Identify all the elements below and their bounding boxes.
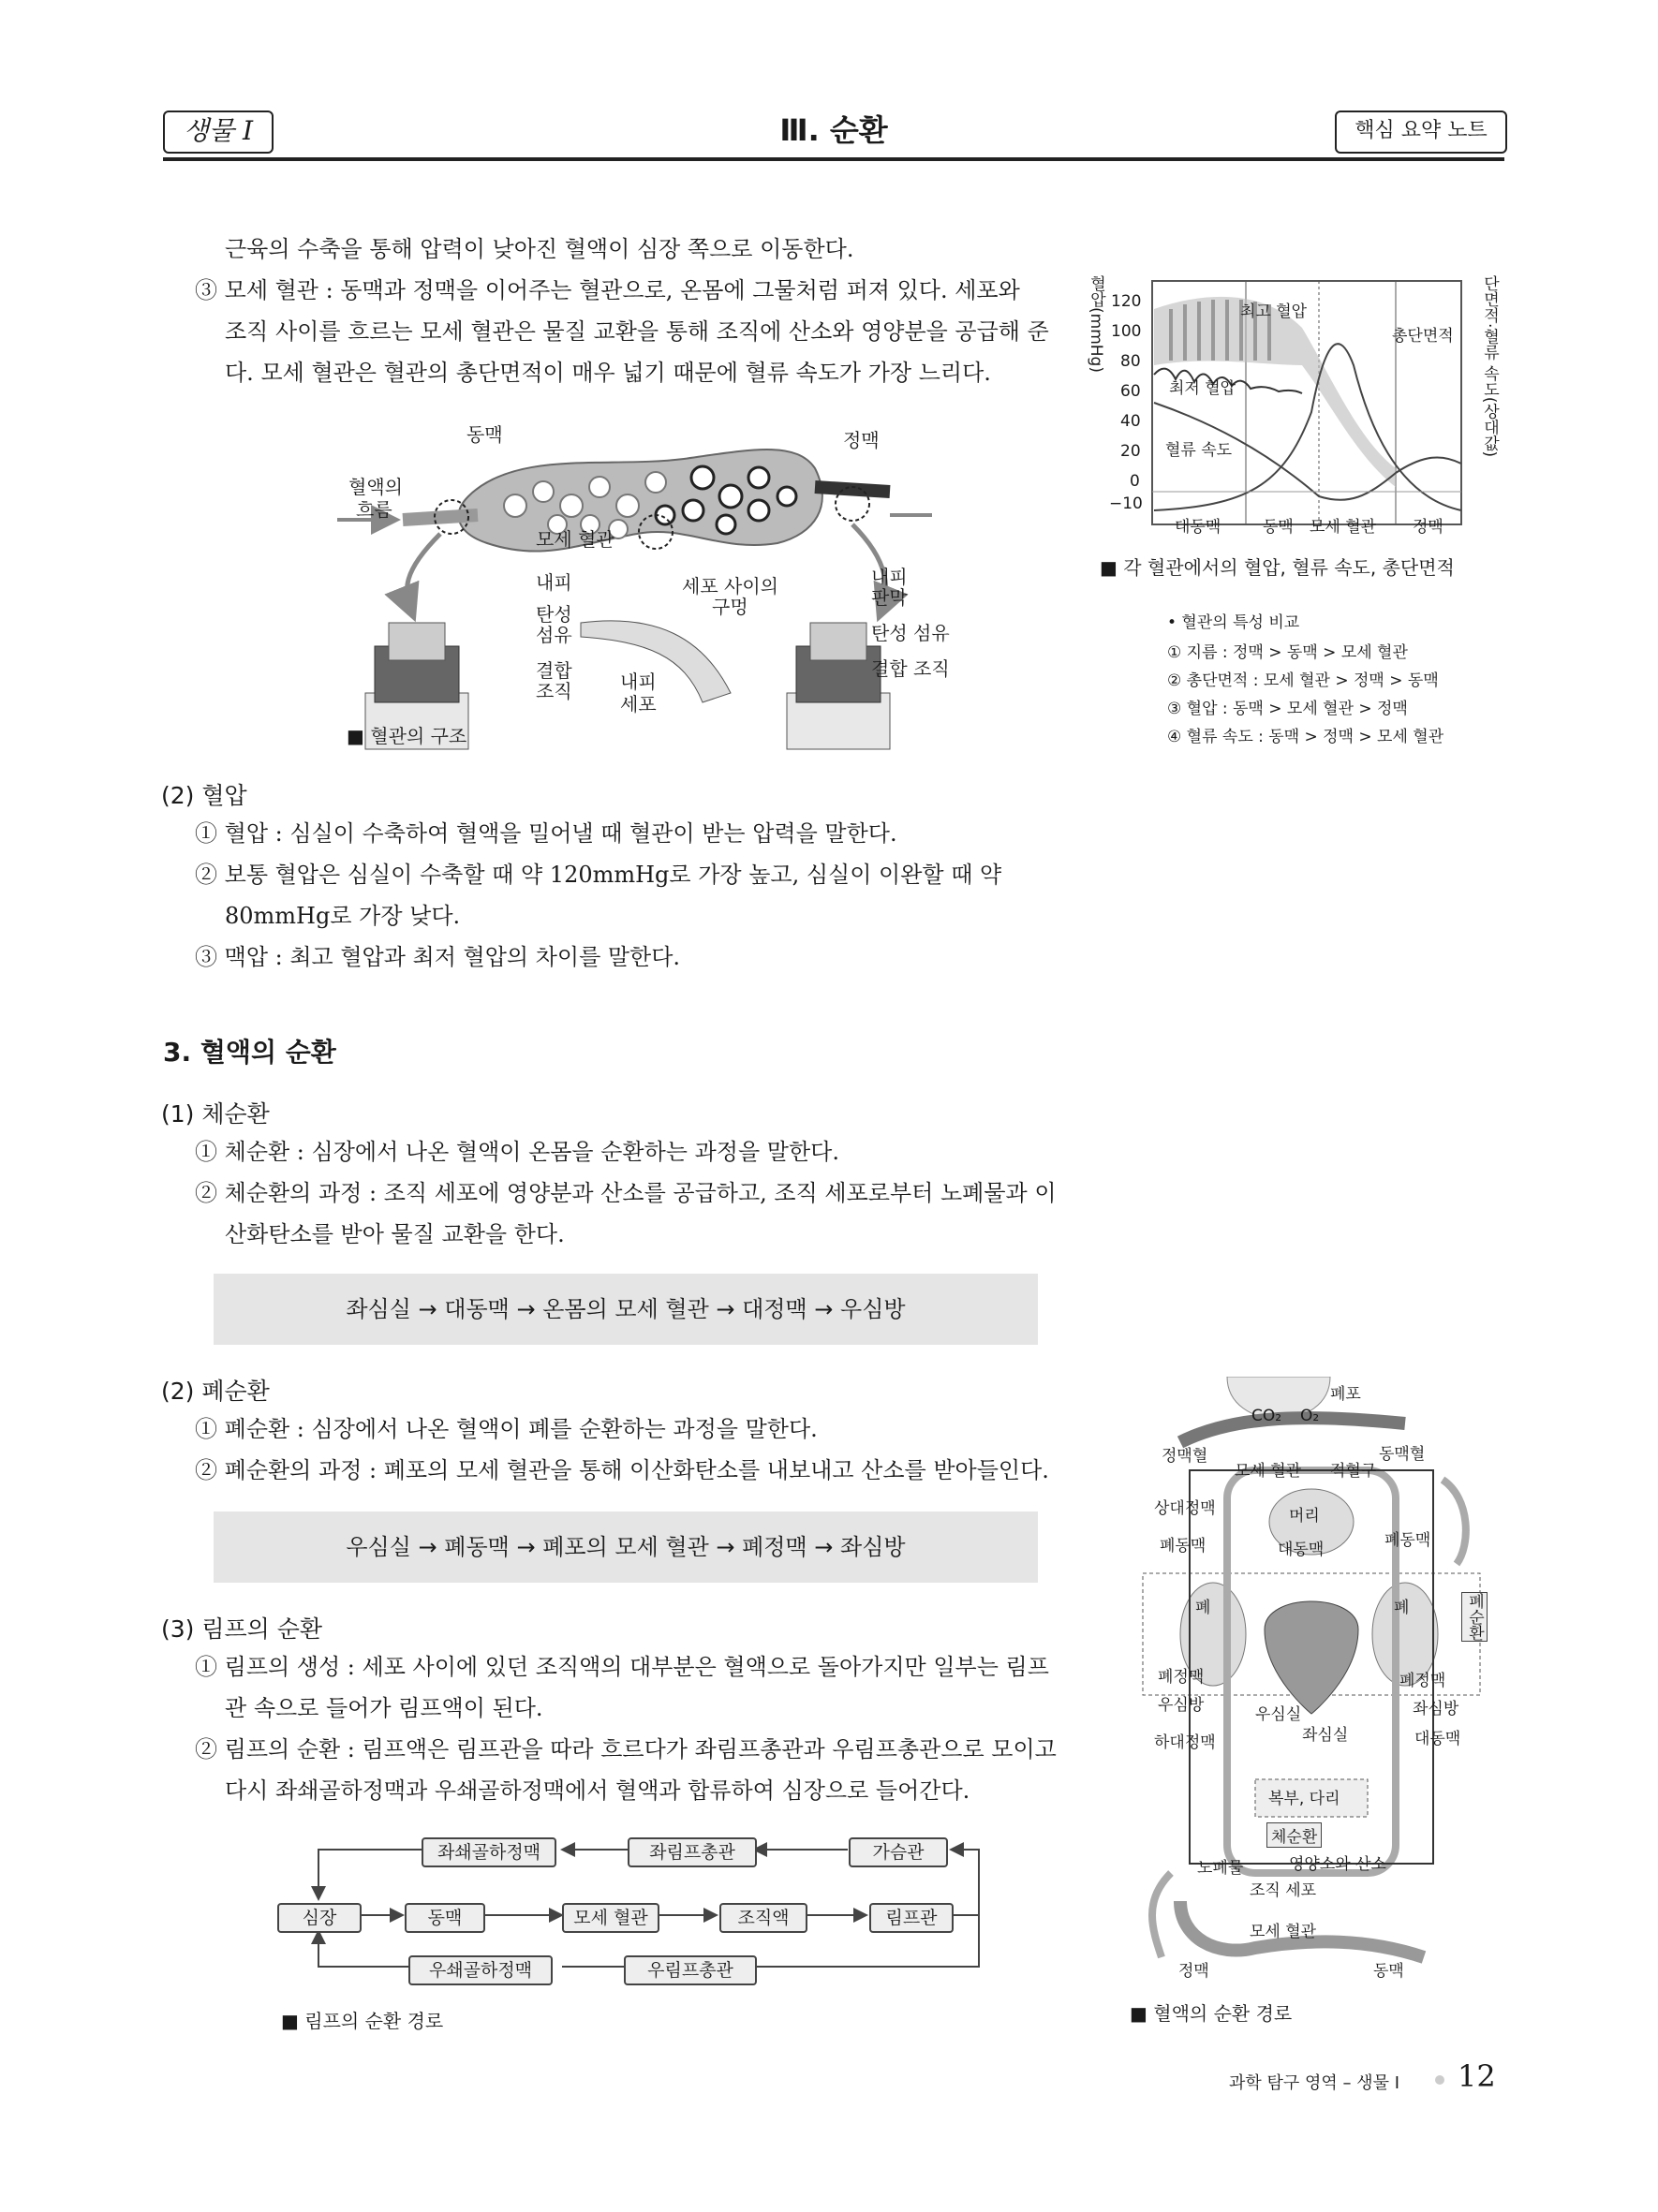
footer-label: 과학 탐구 영역 – 생물 I xyxy=(1229,2073,1400,2093)
footer-dot xyxy=(1435,2075,1444,2085)
bp-xcat: 동맥 xyxy=(1263,518,1294,537)
bp-ytick: 20 xyxy=(1120,442,1141,461)
capillary-line2: 조직 사이를 흐르는 모세 혈관은 물질 교환을 통해 조직에 산소와 영양분을 공급해 준 xyxy=(225,318,1049,345)
bp-label-max: 최고 혈압 xyxy=(1240,302,1308,321)
fig-flow-label: 혈액의 xyxy=(348,476,403,498)
fig-vein-conn: 결합 조직 xyxy=(871,657,950,680)
chapter-title: Ⅲ. 순환 xyxy=(779,112,888,148)
circulation-title: 3. 혈액의 순환 xyxy=(163,1037,336,1068)
lymph-tissue-fluid: 조직액 xyxy=(719,1903,807,1933)
compare-item: ④ 혈류 속도 : 동맥 > 정맥 > 모세 혈관 xyxy=(1167,728,1444,746)
circ-artery: 동맥 xyxy=(1373,1962,1404,1981)
fig-gap-label2: 구멍 xyxy=(712,596,748,618)
bp-xcat: 대동맥 xyxy=(1175,518,1221,537)
circ-vein: 정맥 xyxy=(1178,1962,1209,1981)
fig-vein-label: 정맥 xyxy=(843,429,880,451)
bp-label-speed: 혈류 속도 xyxy=(1165,441,1233,460)
bp-ytick: 120 xyxy=(1111,292,1142,311)
circ-systemic-label: 체순환 xyxy=(1266,1822,1322,1848)
vessel-fig-caption: ■ 혈관의 구조 xyxy=(347,725,467,747)
circ-waste: 노폐물 xyxy=(1197,1859,1244,1878)
bp-y2label: 단면적·혈류 속도(상대값) xyxy=(1480,275,1499,458)
lymph-line3: ② 림프의 순환 : 림프액은 림프관을 따라 흐르다가 좌림프총관과 우림프총관으로 모이고 xyxy=(195,1736,1057,1762)
lymph-thoracic: 가슴관 xyxy=(849,1837,948,1867)
lymph-vessel: 림프관 xyxy=(869,1903,954,1933)
systemic-line2: ② 체순환의 과정 : 조직 세포에 영양분과 산소를 공급하고, 조직 세포로부터 노폐물과 이 xyxy=(195,1180,1057,1206)
fig-vein-valve: 판막 xyxy=(871,586,908,609)
fig-endo-label2: 세포 xyxy=(620,693,657,715)
compare-item: ① 지름 : 정맥 > 동맥 > 모세 혈관 xyxy=(1167,643,1408,662)
pulmonary-path-box: 우심실 → 폐동맥 → 폐포의 모세 혈관 → 폐정맥 → 좌심방 xyxy=(214,1512,1038,1583)
circ-ra: 우심방 xyxy=(1158,1696,1205,1715)
fig-artery-label: 동맥 xyxy=(466,423,503,446)
subject-tag: 생물 I xyxy=(163,111,274,154)
capillary-line3: 다. 모세 혈관은 혈관의 총단면적이 매우 넓기 때문에 혈류 속도가 가장 느리다. xyxy=(225,360,991,386)
circ-pv-right: 폐정맥 xyxy=(1399,1672,1446,1690)
lymph-r-duct: 우림프총관 xyxy=(624,1955,757,1985)
circ-abdomen: 복부, 다리 xyxy=(1268,1790,1340,1808)
circ-lv: 좌심실 xyxy=(1302,1726,1349,1745)
bp-line2: ② 보통 혈압은 심실이 수축할 때 약 120mmHg로 가장 높고, 심실이 이완할 때 약 xyxy=(195,862,1002,888)
fig-artery-conn: 결합 xyxy=(536,659,572,682)
lymph-flow-caption: ■ 림프의 순환 경로 xyxy=(281,2010,444,2032)
circ-pa-right: 폐동맥 xyxy=(1384,1531,1431,1550)
circ-aorta: 대동맥 xyxy=(1414,1730,1461,1748)
lymph-heart: 심장 xyxy=(277,1903,362,1933)
bp-ylabel: 혈압(mmHg) xyxy=(1087,275,1105,373)
circ-co2: CO₂ xyxy=(1251,1407,1282,1425)
bp-xcat: 정맥 xyxy=(1413,518,1443,537)
bp-ytick: 80 xyxy=(1120,352,1141,371)
circ-aorta-top: 대동맥 xyxy=(1278,1541,1325,1559)
circ-lung-right: 폐 xyxy=(1394,1599,1410,1617)
circ-nutrients: 영양소와 산소 xyxy=(1289,1855,1386,1874)
compare-item: ② 총단면적 : 모세 혈관 > 정맥 > 동맥 xyxy=(1167,671,1439,690)
fig-artery-conn2: 조직 xyxy=(536,680,572,702)
circ-venous: 정맥혈 xyxy=(1162,1447,1208,1466)
fig-endo-label: 내피 xyxy=(620,671,657,693)
capillary-line1: ③ 모세 혈관 : 동맥과 정맥을 이어주는 혈관으로, 온몸에 그물처럼 퍼져 있다. 세포와 xyxy=(195,277,1020,303)
circ-fig-caption: ■ 혈액의 순환 경로 xyxy=(1130,2002,1293,2025)
fig-artery-elastic: 탄성 xyxy=(536,603,572,626)
intro-line: 근육의 수축을 통해 압력이 낮아진 혈액이 심장 쪽으로 이동한다. xyxy=(225,236,854,262)
lymph-l-duct: 좌림프총관 xyxy=(628,1837,757,1867)
systemic-line1: ① 체순환 : 심장에서 나온 혈액이 온몸을 순환하는 과정을 말한다. xyxy=(195,1139,839,1165)
lymph-capillary: 모세 혈관 xyxy=(562,1903,659,1933)
pulmonary-line2: ② 폐순환의 과정 : 폐포의 모세 혈관을 통해 이산화탄소를 내보내고 산소를 받아들인다. xyxy=(195,1457,1049,1483)
bp-ytick: 60 xyxy=(1120,382,1141,401)
lymph-line1: ① 림프의 생성 : 세포 사이에 있던 조직액의 대부분은 혈액으로 돌아가지만 일부는 림프 xyxy=(195,1654,1049,1680)
bp-line4: ③ 맥압 : 최고 혈압과 최저 혈압의 차이를 말한다. xyxy=(195,944,681,970)
circ-svc: 상대정맥 xyxy=(1154,1499,1216,1518)
fig-artery-elastic2: 섬유 xyxy=(536,624,572,646)
pulmonary-line1: ① 폐순환 : 심장에서 나온 혈액이 폐를 순환하는 과정을 말한다. xyxy=(195,1416,818,1442)
systemic-line3: 산화탄소를 받아 물질 교환을 한다. xyxy=(225,1221,565,1247)
fig-flow-label2: 흐름 xyxy=(356,498,392,521)
bp-label-min: 최저 혈압 xyxy=(1169,379,1236,398)
bp-ytick: −10 xyxy=(1109,494,1143,513)
systemic-title: (1) 체순환 xyxy=(161,1100,270,1128)
page-number: 12 xyxy=(1458,2058,1496,2094)
lymph-title: (3) 림프의 순환 xyxy=(161,1615,323,1643)
compare-title: • 혈관의 특성 비교 xyxy=(1167,613,1300,632)
circ-pv-left: 폐정맥 xyxy=(1158,1668,1205,1687)
bp-line3: 80mmHg로 가장 낮다. xyxy=(225,903,461,929)
lymph-l-subclavian: 좌쇄골하정맥 xyxy=(422,1837,556,1867)
circ-pulmonary-label: 폐순환 xyxy=(1461,1592,1488,1642)
circ-capillary: 모세 혈관 xyxy=(1235,1462,1302,1481)
bp-label-area: 총단면적 xyxy=(1392,327,1454,346)
circ-arterial: 동맥혈 xyxy=(1379,1445,1426,1464)
bp-ytick: 100 xyxy=(1111,322,1142,341)
circ-lung-left: 폐 xyxy=(1195,1599,1211,1617)
header-rule xyxy=(163,157,1504,161)
circ-rbc: 적혈구 xyxy=(1330,1462,1377,1481)
circ-o2: O₂ xyxy=(1300,1407,1320,1425)
pulmonary-title: (2) 폐순환 xyxy=(161,1378,270,1405)
circ-la: 좌심방 xyxy=(1413,1700,1459,1718)
fig-vein-elastic: 탄성 섬유 xyxy=(871,622,950,644)
fig-capillary-label: 모세 혈관 xyxy=(536,528,614,551)
lymph-artery: 동맥 xyxy=(405,1903,485,1933)
fig-vein-inner: 내피 xyxy=(871,566,908,588)
compare-item: ③ 혈압 : 동맥 > 모세 혈관 > 정맥 xyxy=(1167,700,1408,718)
circ-ivc: 하대정맥 xyxy=(1154,1733,1216,1752)
note-tag: 핵심 요약 노트 xyxy=(1335,111,1507,154)
lymph-line2: 관 속으로 들어가 림프액이 된다. xyxy=(225,1695,543,1721)
circ-rv: 우심실 xyxy=(1255,1705,1302,1724)
circ-pa-left: 폐동맥 xyxy=(1160,1537,1206,1556)
circ-alveolus: 폐포 xyxy=(1330,1385,1361,1404)
lymph-line4: 다시 좌쇄골하정맥과 우쇄골하정맥에서 혈액과 합류하여 심장으로 들어간다. xyxy=(225,1777,970,1804)
bp-section-title: (2) 혈압 xyxy=(161,782,247,809)
systemic-path-box: 좌심실 → 대동맥 → 온몸의 모세 혈관 → 대정맥 → 우심방 xyxy=(214,1274,1038,1345)
circ-head: 머리 xyxy=(1289,1507,1320,1526)
fig-artery-inner: 내피 xyxy=(536,571,572,594)
bp-xcat: 모세 혈관 xyxy=(1310,518,1377,537)
fig-gap-label: 세포 사이의 xyxy=(682,575,778,597)
lymph-r-subclavian: 우쇄골하정맥 xyxy=(408,1955,553,1985)
bp-ytick: 40 xyxy=(1120,412,1141,431)
circ-tissue: 조직 세포 xyxy=(1250,1881,1317,1900)
bp-line1: ① 혈압 : 심실이 수축하여 혈액을 밀어낼 때 혈관이 받는 압력을 말한다. xyxy=(195,820,897,847)
bp-ytick: 0 xyxy=(1130,472,1140,491)
bp-chart-caption: ■ 각 혈관에서의 혈압, 혈류 속도, 총단면적 xyxy=(1100,556,1455,579)
circ-capillary-bottom: 모세 혈관 xyxy=(1250,1923,1317,1941)
